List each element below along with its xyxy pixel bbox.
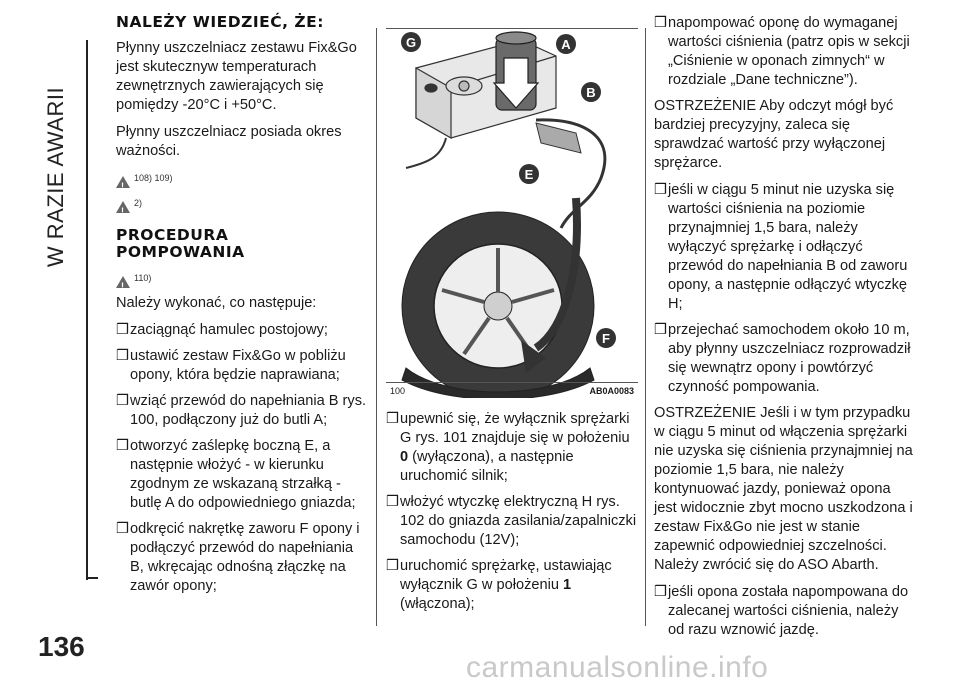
section-title (36, 42, 76, 312)
left-column (116, 14, 368, 603)
figure-number: 100 (390, 386, 406, 396)
intro-text: Należy wykonać, co następuje: (116, 295, 317, 311)
middle-column (386, 410, 638, 621)
checkbox-bullet-icon: ❒ (116, 393, 130, 409)
checkbox-bullet-icon: ❒ (116, 348, 130, 364)
warning-note-1 (116, 169, 368, 188)
warning-note-refs: 110) (134, 273, 152, 283)
right-column (654, 14, 914, 647)
list-item: ❒ wziąć przewód do napełniania B rys. 100, podłączony już do butli A; (116, 393, 367, 428)
list-item: ❒ włożyć wtyczkę elektryczną H rys. 102 do gniazda zasilania/zapalniczki samochodu (12V); (386, 494, 637, 548)
warning-note-refs: 108) 109) (134, 173, 173, 183)
list-item: ❒ jeśli w ciągu 5 minut nie uzyska się wartości ciśnienia na poziomie przynajmniej 1,5 bara, należy wyłączyć sprężarkę i odłączyć przewód do napełniania B od zaworu opony, a następnie odłączyć wtyczkę H; (654, 182, 908, 312)
warning-paragraph: OSTRZEŻENIE Aby odczyt mógł być bardziej precyzyjny, zaleca się sprawdzać wartość przy wyłączonej sprężarce. (654, 98, 894, 171)
list-item: ❒ zaciągnąć hamulec postojowy; (116, 322, 328, 338)
column-divider-left (376, 28, 377, 626)
list-item: ❒ jeśli opona została napompowana do zalecanej wartości ciśnienia, należy od razu wznowić jazdę. (654, 584, 909, 638)
checkbox-bullet-icon: ❒ (654, 15, 668, 31)
sidebar-rule (86, 40, 88, 580)
checkbox-bullet-icon: ❒ (386, 494, 400, 510)
warning-icon (116, 276, 130, 288)
label-g: G (405, 35, 417, 50)
paragraph-expiry: Płynny uszczelniacz posiada okres ważności. (116, 124, 342, 159)
warning-note-3 (116, 269, 368, 288)
checkbox-bullet-icon: ❒ (654, 182, 668, 198)
list-item: ❒ napompować oponę do wymaganej wartości ciśnienia (patrz opis w sekcji „Ciśnienie w oponach zimnych“ w rozdziale „Dane techniczne”). (654, 15, 910, 88)
checkbox-bullet-icon: ❒ (116, 322, 130, 338)
list-item: ❒ upewnić się, że wyłącznik sprężarki G rys. 101 znajduje się w położeniu 0 (wyłączona), a następnie uruchomić silnik; (386, 411, 630, 484)
figure-code: AB0A0083 (589, 386, 634, 396)
section-title-text: W RAZIE AWARII (43, 86, 68, 268)
checkbox-bullet-icon: ❒ (654, 584, 668, 600)
label-b: B (586, 85, 596, 100)
list-item: ❒ przejechać samochodem około 10 m, aby płynny uszczelniacz rozprowadził się wewnątrz opony i powtórzyć czynność pompowania. (654, 322, 911, 395)
figure-bottom-rule (386, 382, 638, 383)
label-a: A (561, 37, 571, 52)
checkbox-bullet-icon: ❒ (386, 411, 400, 427)
heading-need-to-know: NALEŻY WIEDZIEĆ, ŻE: (116, 13, 324, 31)
paragraph-temperature: Płynny uszczelniacz zestawu Fix&Go jest skutecznyw temperaturach zewnętrznych zawierających się pomiędzy -20°C i +50°C. (116, 40, 357, 113)
column-divider-right (645, 28, 646, 626)
checkbox-bullet-icon: ❒ (116, 438, 130, 454)
label-f: F (602, 331, 610, 346)
checkbox-bullet-icon: ❒ (116, 521, 130, 537)
sidebar-tick (86, 577, 98, 579)
page-number: 136 (38, 631, 85, 662)
warning-note-refs: 2) (134, 198, 143, 208)
checkbox-bullet-icon: ❒ (386, 558, 400, 574)
list-item: ❒ odkręcić nakrętkę zaworu F opony i podłączyć przewód do napełniania B, wkręcając odnośną złączkę na zawór opony; (116, 521, 360, 594)
figure-caption (386, 384, 638, 400)
watermark: carmanualsonline.info (466, 651, 769, 684)
list-item: ❒ otworzyć zaślepkę boczną E, a następnie włożyć - w kierunku zgodnym ze wskazaną strzałką - butlę A do odpowiedniego gniazda; (116, 438, 356, 511)
warning-icon (116, 176, 130, 188)
sealant-bottle-illustration (494, 32, 538, 110)
list-item: ❒ ustawić zestaw Fix&Go w pobliżu opony, która będzie naprawiana; (116, 348, 346, 383)
list-item: ❒ uruchomić sprężarkę, ustawiając wyłącznik G w położeniu 1 (włączona); (386, 558, 612, 612)
side-cap-illustration (536, 123, 581, 153)
warning-icon (116, 201, 130, 213)
warning-note-2 (116, 194, 368, 213)
figure-fix-and-go-illustration (386, 28, 638, 398)
checkbox-bullet-icon: ❒ (654, 322, 668, 338)
label-e: E (524, 167, 534, 182)
heading-inflation-procedure: PROCEDURA POMPOWANIA (116, 226, 245, 261)
warning-paragraph: OSTRZEŻENIE Jeśli i w tym przypadku w ciągu 5 minut od włączenia sprężarki nie uzyska się ciśnienia przynajmniej na poziomie 1,5 bara, nie należy kontynuować jazdy, ponieważ opona jest widocznie zbyt mocno uszkodzona i zestaw Fix&Go nie jest w stanie zapewnić odpowiedniej szczelności. Należy zwrócić się do ASO Abarth. (654, 405, 913, 573)
